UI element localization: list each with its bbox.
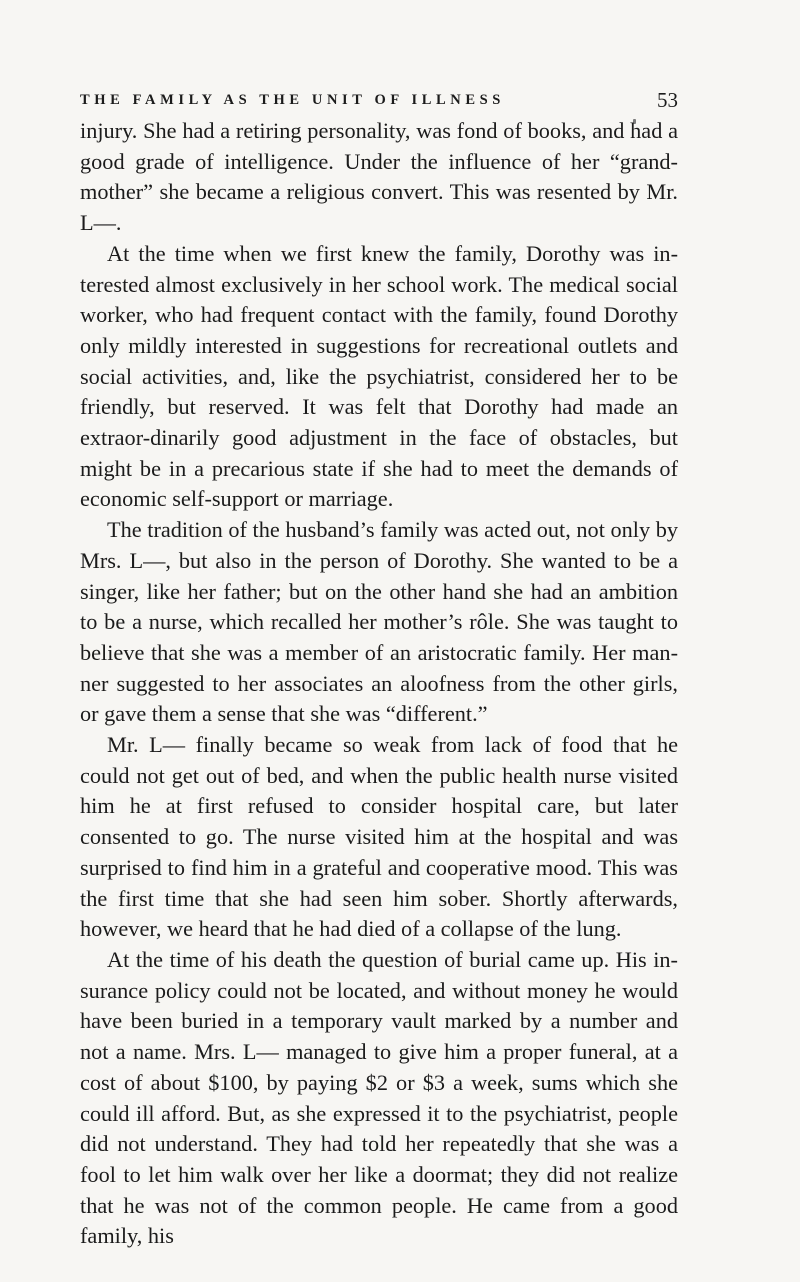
page-number: 53: [657, 88, 678, 112]
paragraph: The tradition of the husband’s family was acted out, not only by Mrs. L—, but also in the person of Dorothy. She wanted to be a singer, like her father; but on the other hand she had an ambition to be a nurse, which recalled her mother’s rôle. She was taught to believe that she was a member of an aristocratic family. Her man-ner suggested to her associates an aloofness from the other girls, or gave them a sense that she was “different.”: [80, 517, 678, 727]
paragraph: injury. She had a retiring personality, was fond of books, and had a good grade of intelligence. Under the influence of her “grand-mother” she became a religious convert. This was resented by Mr. L—.: [80, 118, 678, 236]
paragraph: Mr. L— finally became so weak from lack of food that he could not get out of bed, and when the public health nurse visited him he at first refused to consider hospital care, but later consented to go. The nurse visited him at the hospital and was surprised to find him in a grateful and cooperative mood. This was the first time that she had seen him sober. Shortly afterwards, however, we heard that he had died of a collapse of the lung.: [80, 732, 678, 942]
running-head: [80, 88, 678, 112]
body-text: [80, 116, 678, 1252]
paragraph: At the time when we first knew the family, Dorothy was in-terested almost exclusively in her school work. The medical social worker, who had frequent contact with the family, found Dorothy only mildly interested in suggestions for recreational outlets and social activities, and, like the psychiatrist, considered her to be friendly, but reserved. It was felt that Dorothy had made an extraor-dinarily good adjustment in the face of obstacles, but might be in a precarious state if she had to meet the demands of economic self-support or marriage.: [80, 240, 678, 512]
paragraph: At the time of his death the question of burial came up. His in-surance policy could not be located, and without money he would have been buried in a temporary vault marked by a number and not a name. Mrs. L— managed to give him a proper funeral, at a cost of about $100, by paying $2 or $3 a week, sums which she could ill afford. But, as she expressed it to the psychiatrist, people did not understand. They had told her repeatedly that she was a fool to let him walk over her like a doormat; they did not realize that he was not of the common people. He came from a good family, his: [80, 946, 678, 1249]
running-title: THE FAMILY AS THE UNIT OF ILLNESS: [80, 92, 505, 108]
